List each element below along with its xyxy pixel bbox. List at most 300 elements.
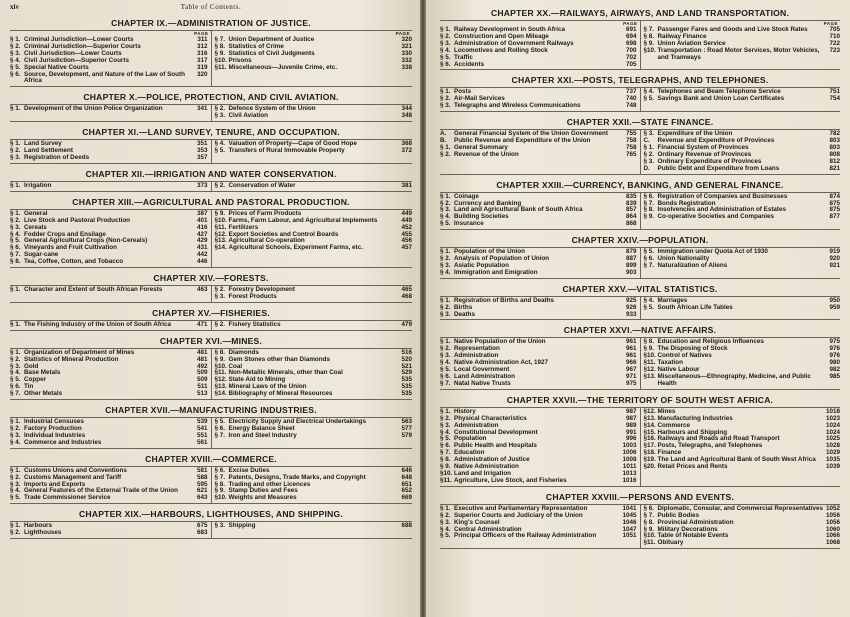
right-column — [211, 522, 413, 538]
chapter-title: CHAPTER X.—POLICE, PROTECTION, AND CIVIL AVIATION. — [83, 92, 339, 103]
section-title: Administration — [454, 352, 499, 360]
section-number: § 4. — [440, 268, 451, 276]
page-reference: 1028 — [825, 442, 840, 450]
section-title: Education — [454, 449, 485, 457]
section-title: Savings Bank and Union Loan Certificates — [657, 95, 785, 103]
section-number: § 2. — [10, 529, 21, 537]
chapter-section — [10, 18, 412, 87]
section-title: Lighthouses — [24, 529, 62, 537]
entry-table — [440, 129, 840, 174]
section-number: § 9. — [214, 209, 226, 217]
section-number: § 1. — [10, 181, 21, 189]
page-reference: 581 — [196, 466, 208, 474]
section-number: §13. — [214, 383, 227, 391]
page-reference: 551 — [196, 431, 208, 439]
section-number: § 3. — [214, 292, 226, 300]
page-reference: 387 — [196, 209, 208, 217]
section-number: § 6. — [214, 466, 226, 474]
toc-entry — [215, 65, 413, 72]
section-title: General Agricultural Crops (Non-Cereals) — [24, 237, 148, 245]
section-number: § 3. — [440, 310, 451, 318]
page-reference: 803 — [829, 137, 840, 145]
toc-entry — [215, 495, 413, 502]
section-number: § 5. — [643, 248, 655, 256]
page-reference: 513 — [196, 390, 208, 398]
section-number: §12. — [214, 376, 227, 384]
section-title: Education and Religious Influences — [657, 338, 764, 346]
section-title: Stamp Duties and Fees — [228, 487, 298, 495]
section-number: §19. — [643, 456, 656, 464]
left-column — [10, 321, 211, 330]
section-title: Expenditure of the Union — [657, 130, 733, 138]
section-title: South African Life Tables — [657, 303, 733, 311]
page-reference: 996 — [625, 435, 637, 443]
page-reference: 1051 — [622, 532, 637, 540]
toc-entry — [644, 374, 841, 388]
section-title: Asiatic Population — [454, 261, 509, 269]
section-number: §14. — [643, 421, 656, 429]
section-title: Factory Production — [24, 425, 82, 432]
page-reference: 456 — [401, 237, 412, 245]
section-title: Agriculture, Live Stock, and Fisheries — [454, 476, 567, 484]
left-column — [440, 338, 640, 388]
page-reference: 468 — [401, 292, 412, 300]
page-reference: 1003 — [622, 442, 637, 450]
page-reference: 372 — [401, 147, 412, 155]
chapter-section — [10, 92, 412, 122]
section-number: § 8. — [643, 32, 655, 40]
page-reference: 966 — [625, 359, 637, 367]
toc-entry — [10, 106, 208, 113]
section-title: Transportation : Road Motor Services, Motor Vehicles, and Tramways — [657, 46, 820, 61]
page-reference: 989 — [625, 421, 637, 429]
page-reference: 688 — [401, 522, 412, 530]
section-title: Representation — [454, 345, 500, 353]
page-reference: 758 — [625, 143, 637, 151]
page-reference: 669 — [401, 494, 412, 502]
page-reference: 971 — [625, 373, 637, 380]
page-reference: 683 — [196, 529, 208, 537]
page-reference: 353 — [196, 147, 208, 155]
toc-entry — [215, 391, 413, 398]
section-number: § 9. — [643, 525, 655, 533]
page-reference: 465 — [401, 286, 412, 294]
section-number: § 1. — [10, 418, 21, 426]
section-title: Copper — [24, 376, 47, 384]
section-number: § 1. — [440, 338, 451, 346]
chapter-section — [440, 492, 840, 549]
section-title: Electricity Supply and Electrical Undertakings — [228, 418, 367, 426]
section-number: § 6. — [10, 383, 21, 391]
section-title: Registration of Deeds — [24, 153, 90, 161]
page-reference: 821 — [829, 164, 840, 172]
page-reference: 887 — [625, 255, 637, 263]
chapter-section — [10, 454, 412, 505]
page-reference: 698 — [625, 39, 637, 47]
chapter-title: CHAPTER XIX.—HARBOURS, LIGHTHOUSES, AND SHIPPING. — [79, 509, 343, 520]
section-title: Criminal Jurisdiction—Lower Courts — [24, 36, 134, 43]
section-number: § 5. — [440, 366, 451, 374]
page-reference: 511 — [197, 383, 208, 391]
section-number: § 6. — [440, 442, 451, 450]
section-title: Control of Natives — [657, 352, 712, 360]
section-number: § 5. — [10, 376, 21, 384]
page-reference: 808 — [829, 150, 840, 158]
section-title: General Features of the External Trade of the Union — [24, 487, 178, 495]
section-number: § 8. — [10, 258, 21, 266]
section-number: § 8. — [214, 480, 226, 488]
toc-entry — [644, 540, 841, 547]
section-number: § 1. — [10, 209, 21, 217]
page-reference: 595 — [196, 480, 208, 488]
page-reference: 1018 — [825, 407, 840, 415]
section-title: Gem Stones other than Diamonds — [228, 355, 330, 363]
section-title: Fertilizers — [228, 223, 259, 231]
page-reference: 449 — [401, 216, 412, 224]
section-number: § 8. — [643, 338, 655, 346]
page-reference: 1068 — [825, 539, 840, 547]
section-title: Passenger Fares and Goods and Live Stock Rates — [657, 26, 808, 33]
page-column-heading: PAGE — [194, 31, 209, 36]
section-number: §17. — [643, 442, 656, 450]
section-title: Deaths — [454, 310, 475, 318]
section-number: § 2. — [10, 425, 21, 432]
entry-table — [10, 139, 412, 164]
page-reference: 961 — [625, 352, 637, 360]
section-title: Land Settlement — [24, 147, 73, 155]
page-reference: 694 — [625, 32, 637, 40]
section-title: Export Societies and Control Boards — [228, 230, 339, 238]
page-reference: 857 — [625, 206, 637, 214]
left-chapters — [10, 18, 412, 539]
chapter-title: CHAPTER XIV.—FORESTS. — [153, 273, 269, 284]
chapter-title: CHAPTER IX.—ADMINISTRATION OF JUSTICE. — [111, 18, 311, 28]
section-title: Administration of Government Railways — [454, 39, 574, 47]
page-reference: 529 — [401, 369, 412, 377]
chapter-title: CHAPTER XI.—LAND SURVEY, TENURE, AND OCCUPATION. — [82, 127, 340, 138]
section-title: Registration of Companies and Businesses — [657, 192, 788, 200]
section-title: Union Nationality — [657, 255, 710, 263]
section-title: Population — [454, 435, 487, 443]
page-reference: 1046 — [622, 518, 637, 526]
chapter-section — [440, 284, 840, 321]
section-number: § 3. — [440, 518, 451, 526]
toc-entry — [10, 155, 208, 162]
section-number: B. — [440, 137, 447, 145]
page-reference: 919 — [829, 248, 840, 256]
section-number: § 5. — [10, 63, 21, 71]
page-reference: 899 — [625, 261, 637, 269]
section-title: Sugar-cane — [24, 251, 59, 259]
page-reference: 920 — [829, 255, 840, 263]
toc-entry — [10, 259, 208, 266]
toc-entry — [215, 433, 413, 440]
page-reference: 874 — [829, 192, 840, 200]
entry-table — [10, 348, 412, 400]
right-column — [640, 248, 841, 278]
section-number: § 6. — [643, 504, 655, 512]
section-number: § 4. — [440, 359, 451, 367]
section-number: § 2. — [440, 303, 451, 311]
section-number: § 3. — [214, 112, 226, 120]
section-number: § 1. — [440, 407, 451, 415]
section-number: § 3. — [10, 431, 21, 439]
section-number: § 3. — [10, 362, 21, 370]
toc-entry — [10, 322, 208, 329]
section-number: § 7. — [214, 473, 226, 481]
page-reference: 348 — [401, 112, 412, 120]
section-number: §13. — [643, 373, 656, 380]
section-title: Revenue of the Union — [454, 150, 519, 158]
page-reference: 879 — [625, 248, 637, 256]
chapter-title: CHAPTER XVIII.—COMMERCE. — [145, 453, 277, 464]
chapter-title: CHAPTER XX.—RAILWAYS, AIRWAYS, AND LAND TRANSPORTATION. — [490, 8, 790, 18]
chapter-section — [440, 75, 840, 112]
section-title: Excise Duties — [228, 466, 270, 474]
section-title: Revenue and Expenditure of Provinces — [657, 137, 775, 145]
toc-entry — [215, 113, 413, 120]
left-column — [440, 297, 640, 320]
section-title: Naturalization of Aliens — [657, 261, 728, 269]
page-reference: 535 — [401, 383, 412, 391]
section-title: Insolvencies and Administration of Estates — [657, 206, 787, 214]
page-reference: 357 — [196, 153, 208, 161]
section-number: § 2. — [10, 216, 21, 224]
entry-table — [440, 247, 840, 279]
section-title: Commerce and Industries — [24, 438, 102, 446]
page-reference: 1024 — [825, 421, 840, 429]
section-title: Executive and Parliamentary Representation — [454, 504, 588, 512]
right-column — [211, 210, 413, 267]
section-number: § 5. — [440, 435, 451, 443]
left-column — [10, 522, 211, 538]
section-number: § 9. — [214, 355, 226, 363]
right-column — [640, 88, 841, 111]
section-number: §11. — [214, 223, 227, 231]
entry-table — [10, 320, 412, 331]
page-reference: 1013 — [622, 469, 637, 477]
chapter-title: CHAPTER XXVIII.—PERSONS AND EVENTS. — [545, 491, 735, 502]
section-title: Diplomatic, Consular, and Commercial Representatives — [657, 504, 824, 512]
section-title: Criminal Jurisdiction—Superior Courts — [24, 42, 141, 50]
section-number: § 8. — [214, 42, 226, 50]
section-number: § 1. — [440, 143, 451, 151]
page-reference: 959 — [829, 303, 840, 311]
toc-entry — [10, 357, 208, 364]
section-title: Marriages — [657, 296, 688, 304]
section-number: § 1. — [10, 348, 21, 356]
section-title: Commerce — [657, 421, 691, 429]
page-reference: 987 — [625, 407, 637, 415]
page-reference: 975 — [625, 379, 637, 387]
section-number: D. — [643, 164, 650, 172]
right-column — [211, 182, 413, 191]
section-title: Customs Management and Tariff — [24, 473, 122, 481]
entry-table — [440, 337, 840, 389]
page-column-heading: PAGE — [823, 21, 838, 26]
section-title: Retail Prices and Rents — [657, 463, 728, 471]
chapter-title: CHAPTER XXVII.—THE TERRITORY OF SOUTH WEST AFRICA. — [506, 394, 774, 405]
section-title: Railway Finance — [657, 32, 707, 40]
section-title: Accidents — [454, 60, 485, 68]
section-number: §10. — [214, 362, 227, 370]
page-reference: 967 — [625, 366, 637, 374]
section-number: § 8. — [440, 456, 451, 464]
page-reference: 481 — [196, 355, 208, 363]
section-title: Statistics of Civil Judgments — [228, 49, 315, 57]
page-reference: 782 — [829, 130, 840, 138]
section-number: § 3. — [643, 130, 655, 138]
section-number: § 3. — [643, 157, 655, 165]
section-title: Forest Products — [228, 292, 277, 300]
section-number: § 7. — [10, 251, 21, 259]
section-number: § 6. — [643, 255, 655, 263]
toc-entry — [215, 294, 413, 301]
page-reference: 401 — [196, 216, 208, 224]
section-title: Energy Balance Sheet — [228, 425, 295, 432]
entry-table — [440, 20, 840, 70]
page-reference: 457 — [401, 244, 412, 252]
chapter-title: CHAPTER XXIV.—POPULATION. — [571, 235, 709, 246]
section-title: The Fishing Industry of the Union of South Africa — [24, 320, 172, 328]
section-title: Bibliography of Mineral Resources — [228, 390, 333, 398]
section-number: § 5. — [643, 95, 655, 103]
section-number: §11. — [440, 476, 452, 484]
section-number: § 4. — [440, 525, 451, 533]
entry-table — [440, 504, 840, 549]
section-number: § 9. — [214, 49, 226, 57]
left-column — [10, 467, 211, 504]
page-reference: 579 — [401, 431, 412, 439]
page-reference: 646 — [401, 466, 412, 474]
section-title: Telegraphs and Wireless Communications — [454, 102, 581, 110]
section-title: Character and Extent of South African Forests — [24, 286, 163, 294]
section-title: Construction and Open Mileage — [454, 32, 549, 40]
page-reference: 864 — [625, 213, 637, 221]
chapter-title: CHAPTER XII.—IRRIGATION AND WATER CONSERVATION. — [85, 168, 337, 179]
section-number: § 3. — [10, 49, 21, 57]
section-number: §16. — [643, 435, 656, 443]
right-page — [426, 0, 850, 617]
page-reference: 481 — [196, 348, 208, 356]
page-reference: 1056 — [825, 518, 840, 526]
page-reference: 311 — [197, 36, 208, 43]
chapter-title: CHAPTER XV.—FISHERIES. — [152, 307, 270, 318]
page-reference: 416 — [196, 223, 208, 231]
page-reference: 705 — [829, 26, 840, 33]
section-title: Native Population of the Union — [454, 338, 546, 346]
page-reference: 442 — [196, 251, 208, 259]
page-reference: 319 — [196, 63, 208, 71]
section-number: C. — [643, 137, 650, 145]
page-reference: 427 — [196, 230, 208, 238]
page-reference: 975 — [829, 338, 840, 346]
page-column-heading: PAGE — [623, 21, 638, 26]
page-reference: 926 — [625, 303, 637, 311]
section-title: Weights and Measures — [228, 494, 297, 502]
toc-entry — [440, 270, 637, 277]
section-title: Agricultural Schools, Experiment Farms, etc. — [228, 244, 363, 252]
left-column — [10, 140, 211, 163]
page-reference: 509 — [196, 376, 208, 384]
section-number: § 6. — [10, 244, 21, 252]
right-column — [640, 408, 841, 486]
page-reference: 368 — [401, 140, 412, 148]
toc-entry — [215, 245, 413, 252]
page-reference: 875 — [829, 206, 840, 214]
section-title: Base Metals — [24, 369, 61, 377]
section-number: § 6. — [643, 192, 655, 200]
left-column — [10, 210, 211, 267]
section-title: Imports and Exports — [24, 480, 86, 488]
section-number: § 9. — [643, 345, 655, 353]
entry-table — [10, 417, 412, 449]
section-title: Live Stock and Pastoral Production — [24, 216, 131, 224]
page-reference: 748 — [625, 102, 637, 110]
page-reference: 588 — [196, 473, 208, 481]
chapter-title: CHAPTER XXVI.—NATIVE AFFAIRS. — [563, 325, 717, 336]
section-title: Agricultural Co-operation — [228, 237, 305, 245]
entry-table — [10, 181, 412, 192]
left-column — [10, 31, 211, 86]
page-reference: 332 — [401, 56, 412, 64]
section-title: Vineyards and Fruit Cultivation — [24, 244, 117, 252]
page-reference: 479 — [401, 320, 412, 328]
section-title: Locomotives and Rolling Stock — [454, 46, 548, 54]
section-number: § 7. — [440, 379, 451, 387]
section-title: Co-operative Societies and Companies — [657, 213, 775, 221]
left-column — [10, 105, 211, 121]
section-title: Statistics of Crime — [228, 42, 284, 50]
left-column — [440, 193, 640, 230]
section-title: Native Administration Act, 1927 — [454, 359, 549, 367]
section-number: § 6. — [214, 425, 226, 432]
section-number: § 6. — [10, 70, 21, 78]
section-number: § 7. — [643, 199, 655, 207]
section-number: §10. — [214, 56, 227, 64]
section-number: § 7. — [214, 36, 226, 43]
section-number: § 5. — [10, 494, 21, 502]
page-reference: 985 — [829, 373, 840, 380]
right-column — [640, 338, 841, 388]
section-title: Organization of Department of Mines — [24, 348, 135, 356]
page-reference: 1045 — [622, 511, 637, 519]
page-reference: 702 — [625, 53, 637, 61]
section-number: § 7. — [643, 26, 655, 33]
section-title: Ordinary Expenditure of Provinces — [657, 157, 762, 165]
section-title: Immigration under Quota Act of 1930 — [657, 248, 768, 256]
section-title: Farms, Farm Labour, and Agricultural Implements — [228, 216, 378, 224]
toc-entry — [440, 381, 637, 388]
section-title: Public Revenue and Expenditure of the Union — [454, 137, 591, 145]
section-number: § 1. — [440, 192, 451, 200]
section-title: Obituary — [657, 539, 684, 547]
page-reference: 320 — [196, 70, 208, 78]
page-reference: 903 — [625, 268, 637, 276]
page-reference: 950 — [829, 296, 840, 304]
page-reference: 449 — [401, 209, 412, 217]
section-number: § 4. — [440, 428, 451, 436]
page-reference: 705 — [625, 60, 637, 68]
page-reference: 1006 — [622, 449, 637, 457]
section-number: §10. — [214, 494, 227, 502]
toc-entry — [440, 533, 637, 540]
page-reference: 1066 — [825, 532, 840, 540]
section-title: Fodder Crops and Ensilage — [24, 230, 106, 238]
section-title: Prisons — [228, 56, 252, 64]
page-reference: 351 — [196, 140, 208, 148]
page-reference: 516 — [401, 348, 412, 356]
